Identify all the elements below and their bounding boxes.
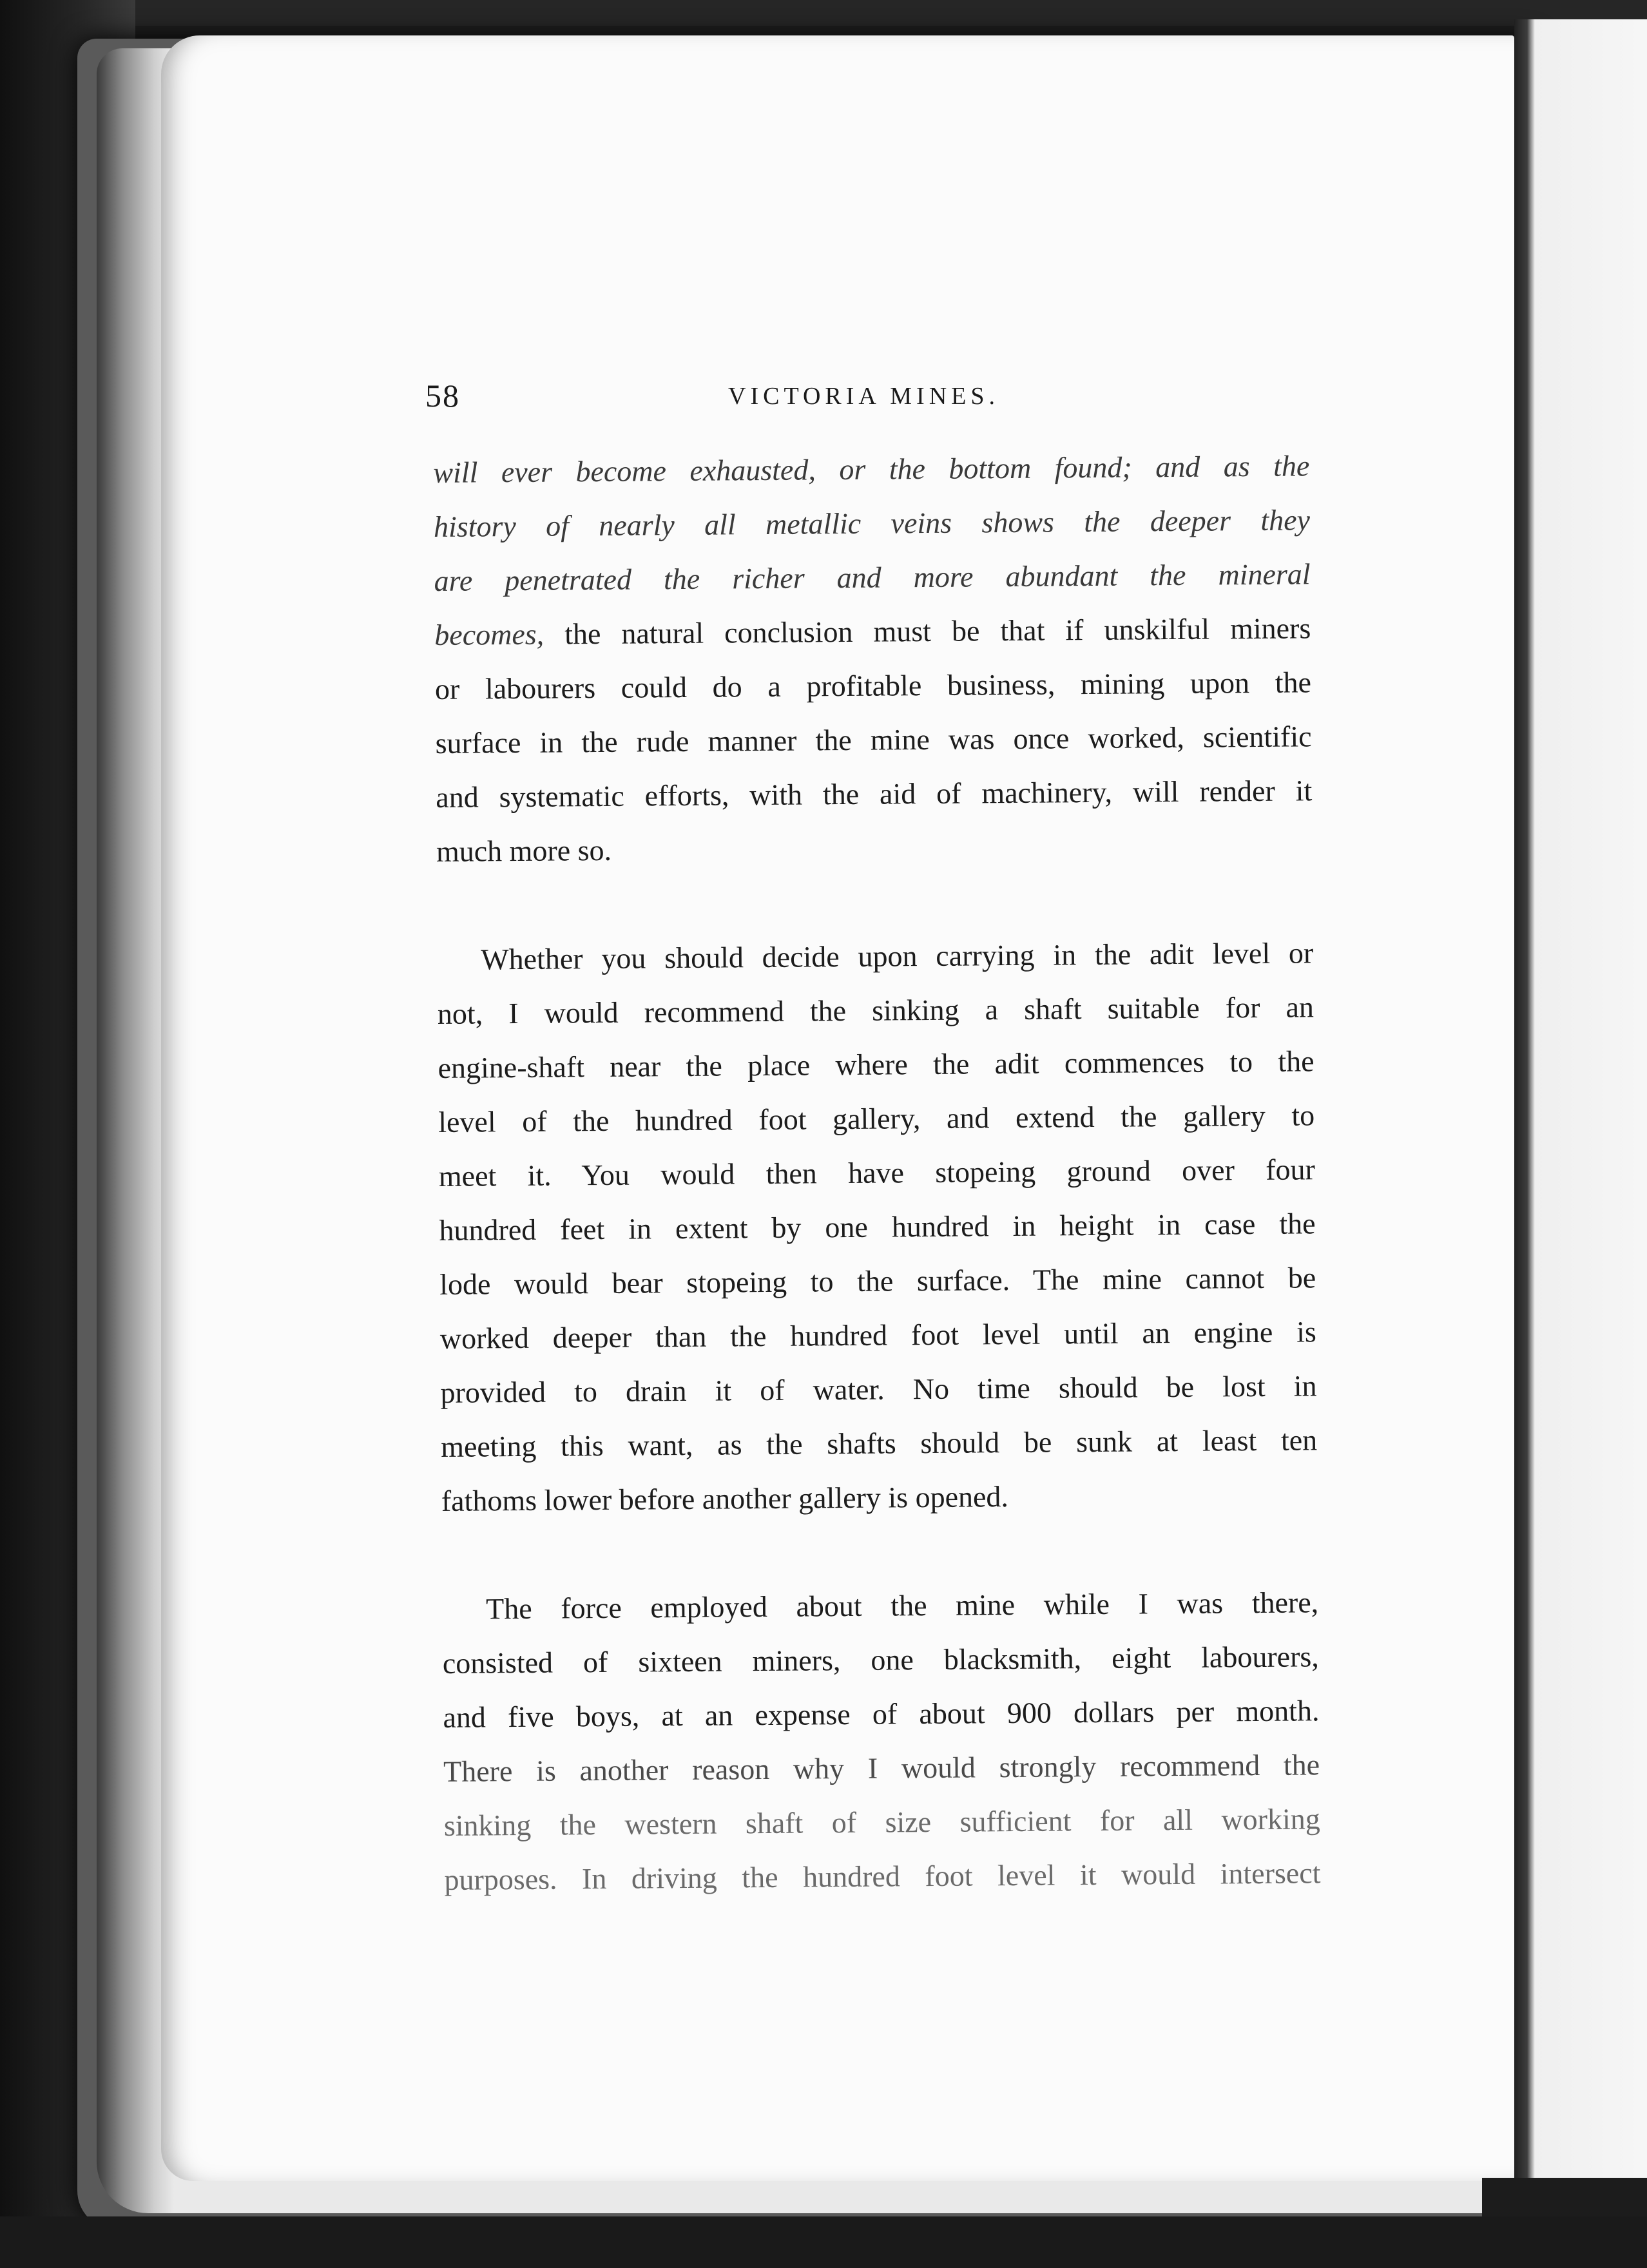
body-text: [433, 439, 1321, 1907]
text-line: are penetrated the richer and more abundant the mineral: [434, 557, 1311, 597]
text-line: Whether you should decide upon carrying in the adit level or: [481, 936, 1314, 976]
text-line: lode would bear stopeing to the surface. The mine cannot be: [439, 1261, 1316, 1301]
text-line: There is another reason why I would strongly recommend the: [443, 1748, 1320, 1788]
text-line: The force employed about the mine while I was there,: [485, 1586, 1319, 1626]
text-line: and systematic efforts, with the aid of machinery, will render it: [436, 774, 1313, 814]
text-line: and five boys, at an expense of about 900 dollars per month.: [443, 1694, 1320, 1734]
scanner-background-bottom: [0, 2216, 1647, 2268]
text-line: fathoms lower before another gallery is opened.: [441, 1480, 1009, 1517]
text-line: will ever become exhausted, or the bottom found; and as the: [433, 449, 1310, 489]
paragraph-gap: [441, 1521, 1318, 1582]
text-line: meeting this want, as the shafts should be sunk at least ten: [441, 1423, 1318, 1463]
text-line: or labourers could do a profitable business, mining upon the: [434, 666, 1312, 706]
text-line: history of nearly all metallic veins shows the deeper they: [433, 503, 1311, 543]
text-line: [434, 601, 1311, 662]
scanner-background-top: [0, 0, 1647, 26]
text-line: much more so.: [436, 833, 612, 868]
text-line: consisted of sixteen miners, one blacksmith, eight labourers,: [442, 1640, 1319, 1680]
text-line: engine-shaft near the place where the adit commences to the: [438, 1044, 1315, 1084]
text-line: purposes. In driving the hundred foot level it would intersect: [444, 1856, 1321, 1896]
facing-page-edge: [1514, 19, 1647, 2210]
text-line: meet it. You would then have stopeing ground over four: [438, 1153, 1316, 1193]
text-line: not, I would recommend the sinking a shaft suitable for an: [437, 990, 1315, 1030]
running-head: [0, 377, 1647, 416]
text-line: surface in the rude manner the mine was once worked, scientific: [435, 720, 1312, 760]
italic-segment: becomes,: [434, 617, 544, 651]
text-line: provided to drain it of water. No time should be lost in: [440, 1369, 1317, 1409]
page-number: 58: [425, 378, 460, 414]
text-line: hundred feet in extent by one hundred in height in case the: [439, 1207, 1316, 1247]
text-line: level of the hundred foot gallery, and extend the gallery to: [438, 1099, 1315, 1139]
running-head-title: VICTORIA MINES.: [728, 383, 999, 410]
paragraph-gap: [436, 872, 1313, 933]
text-line: worked deeper than the hundred foot level until an engine is: [439, 1315, 1317, 1355]
text-line: sinking the western shaft of size sufficient for all working: [443, 1802, 1320, 1842]
text-segment: the natural conclusion must be that if unskilful miners: [564, 611, 1311, 651]
